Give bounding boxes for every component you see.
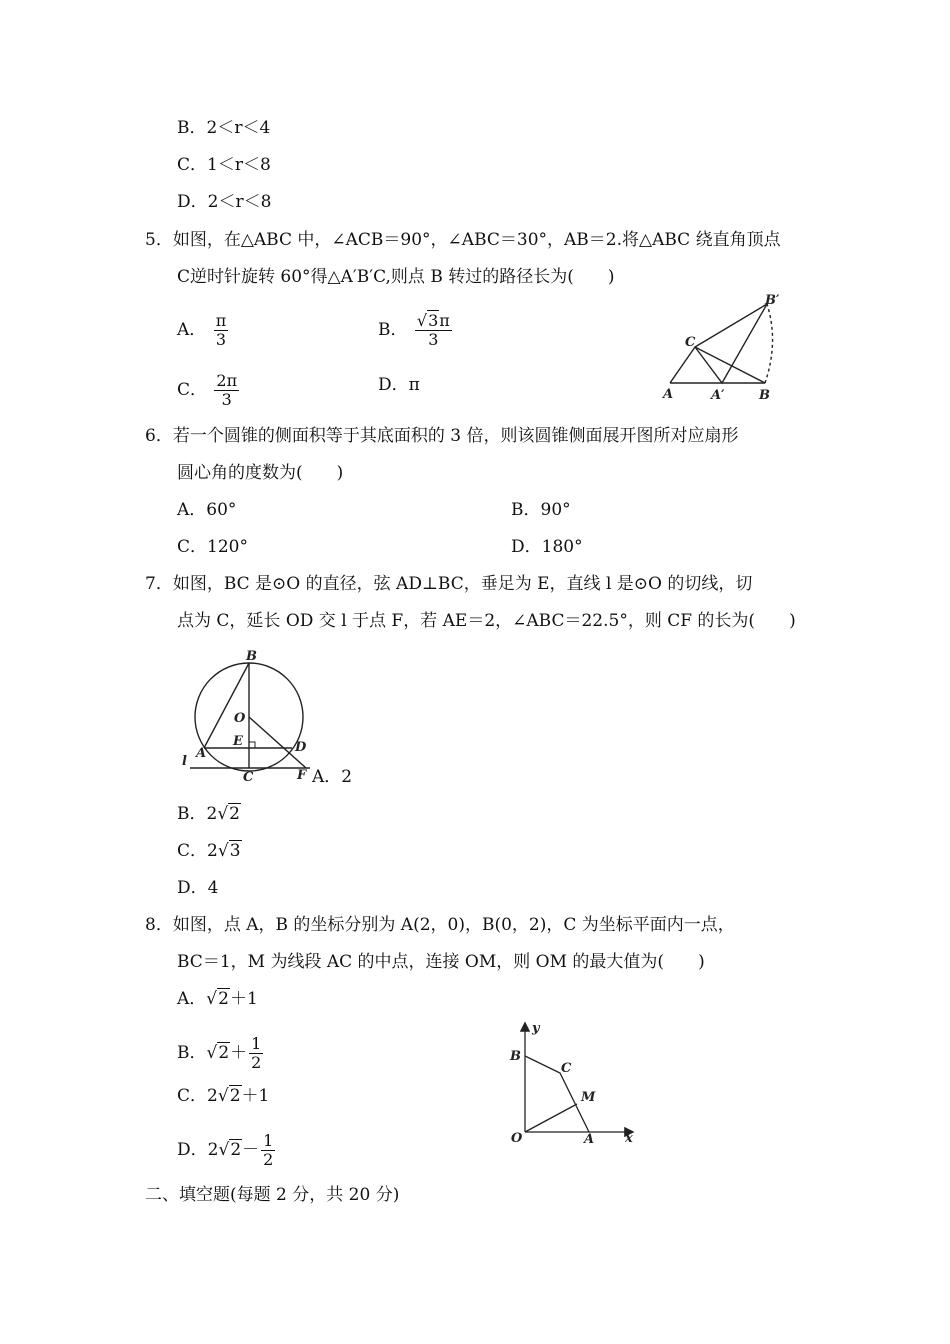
fraction: $\frac{1}{2}$ [251,1034,262,1072]
q5-stem-line1 [145,229,781,251]
label-a-prime: A′ [711,388,725,403]
fraction: $\frac{√3\pi}{3}$ [416,311,450,349]
label-m: M [581,1090,596,1105]
q7-stem-line2 [177,610,796,632]
label-b-prime: B′ [765,293,780,308]
q6-option-a: A．60° [177,500,237,520]
question-number: 8． [145,915,173,935]
fraction: $\frac{2\pi}{3}$ [216,371,238,409]
q5-option-d [378,374,420,396]
label-f: F [297,768,307,783]
q4-option-d [177,191,271,213]
q7-option-a: A．2 [312,767,353,787]
q8-stem-line1 [145,914,735,936]
option-label: C． [177,380,208,400]
question-number: 5． [145,230,173,250]
q7-circle-figure [178,644,318,786]
q6-option-b: B．90° [511,500,571,520]
q6-stem-line1 [145,425,738,447]
question-text: 如图，点 A，B 的坐标分别为 A(2，0)，B(0，2)，C 为坐标平面内一点， [172,915,735,935]
question-text: 若一个圆锥的侧面积等于其底面积的 3 倍，则该圆锥侧面展开图所对应扇形 [172,426,739,446]
option-label: B． [378,320,408,340]
label-x: x [625,1131,633,1146]
label-e: E [233,734,243,749]
sqrt-symbol: √2 [206,989,229,1009]
q4-option-b [177,117,270,139]
q7-stem-line1 [145,573,752,595]
triangle-a1b1c [695,304,767,383]
q5-option-b [378,312,454,349]
label-b: B [510,1049,521,1064]
question-text: 点为 C，延长 OD 交 l 于点 F，若 AE＝2，∠ABC＝22.5°，则 CF 的长为( ) [177,611,796,631]
option-label: D． [177,192,208,212]
option-label: C． [177,155,208,175]
sqrt-symbol: √3 [217,841,241,861]
q5-option-c [177,372,241,409]
question-text: C逆时针旋转 60°得△A′B′C,则点 B 转过的路径长为( ) [177,267,615,287]
q5-triangle-figure [655,290,785,405]
option-label: A． [177,320,207,340]
label-c: C [685,335,696,350]
sqrt-symbol: √3 [416,311,439,330]
option-label: B． [177,118,207,138]
question-text: BC＝1，M 为线段 AC 的中点，连接 OM，则 OM 的最大值为( ) [177,952,705,972]
question-text: 如图，在△ABC 中，∠ACB＝90°，∠ABC＝30°，AB＝2.将△ABC 绕直角顶点 [172,230,781,250]
q8-coordinate-figure [500,1018,645,1148]
question-number: 7． [145,574,173,594]
label-o: O [234,711,246,726]
q6-stem-line2 [177,462,343,484]
question-text: 如图，BC 是⊙O 的直径，弦 AD⊥BC，垂足为 E，直线 l 是⊙O 的切线，切 [172,574,753,594]
label-l: l [182,754,187,769]
label-a: A [663,387,674,402]
label-a: A [196,746,207,761]
q6-option-d: D．180° [511,537,583,557]
sqrt-symbol: √2 [217,804,240,824]
label-b: B [759,388,770,403]
question-number: 6． [145,426,173,446]
q4-option-c [177,154,271,176]
option-label: D． [378,375,409,395]
option-text: 2＜r＜8 [207,192,272,212]
sqrt-symbol: √2 [217,1086,241,1106]
q8-option-a: A．√2＋1 [177,989,258,1009]
segment-om [525,1104,577,1132]
q5-stem-line2 [177,266,614,288]
q8-option-d: D．2√2－ $\frac{1}{2}$ [177,1131,274,1169]
label-c: C [561,1061,572,1076]
label-d: D [295,740,307,755]
label-b: B [246,649,257,664]
q7-option-c: C．2√3 [177,841,241,861]
right-angle-mark [249,742,255,748]
label-y: y [532,1021,540,1036]
fraction: $\frac{\pi}{3}$ [215,311,227,349]
option-text: 2＜r＜4 [206,118,271,138]
segments-bca [525,1056,589,1132]
fraction: $\frac{1}{2}$ [263,1131,274,1169]
label-o: O [511,1131,523,1146]
option-text: π [408,375,420,395]
q8-option-c: C．2√2＋1 [177,1086,270,1106]
question-text: 圆心角的度数为( ) [177,463,344,483]
section-heading: 二、填空题(每题 2 分，共 20 分) [145,1185,400,1205]
q8-stem-line2 [177,951,705,973]
q5-option-a [177,312,230,349]
q6-option-c: C．120° [177,537,248,557]
q8-option-b: B．√2＋ $\frac{1}{2}$ [177,1034,262,1072]
sqrt-symbol: √2 [218,1140,242,1160]
sqrt-symbol: √2 [206,1043,230,1063]
label-a: A [584,1132,595,1147]
q7-option-d: D．4 [177,878,219,898]
q7-option-b: B．2√2 [177,804,240,824]
option-text: 1＜r＜8 [207,155,271,175]
label-c: C [243,770,254,785]
rotation-arc [765,304,773,383]
